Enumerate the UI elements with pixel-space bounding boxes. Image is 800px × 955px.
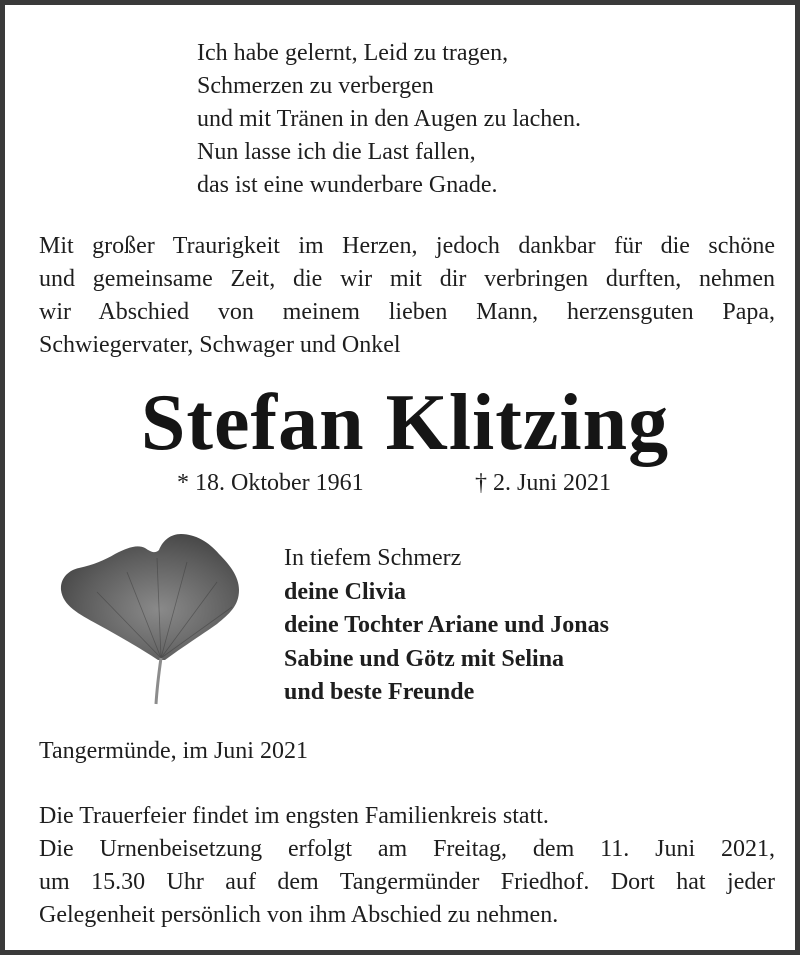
mourner-line: Sabine und Götz mit Selina: [284, 645, 565, 672]
deceased-name: Stefan Klitzing: [140, 379, 670, 467]
intro-line: Schwiegervater, Schwager und Onkel: [39, 332, 401, 358]
intro-line: wir Abschied von meinem lieben Mann, herzensguten Papa,: [39, 299, 775, 325]
mourners: [284, 542, 609, 710]
info-line: um 15.30 Uhr auf dem Tangermünder Friedhof. Dort hat jeder: [39, 869, 775, 895]
death-date: † 2. Juni 2021: [475, 470, 612, 496]
info-line: Die Trauerfeier findet im engsten Familienkreis statt.: [39, 803, 549, 829]
poem: [197, 37, 581, 202]
funeral-info: [39, 800, 775, 932]
info-line: Die Urnenbeisetzung erfolgt am Freitag, dem 11. Juni 2021,: [39, 836, 775, 862]
poem-line: Schmerzen zu verbergen: [197, 73, 434, 99]
poem-line: das ist eine wunderbare Gnade.: [197, 172, 498, 198]
ginkgo-leaf-icon: [57, 532, 243, 710]
poem-line: Ich habe gelernt, Leid zu tragen,: [197, 40, 509, 66]
mourners-intro: In tiefem Schmerz: [284, 545, 462, 571]
birth-date: * 18. Oktober 1961: [177, 470, 364, 496]
intro-text: [39, 230, 775, 362]
poem-line: und mit Tränen in den Augen zu lachen.: [197, 106, 581, 132]
poem-line: Nun lasse ich die Last fallen,: [197, 139, 476, 165]
intro-line: Mit großer Traurigkeit im Herzen, jedoch dankbar für die schöne: [39, 233, 775, 259]
mourner-line: deine Clivia: [284, 578, 407, 605]
intro-line: und gemeinsame Zeit, die wir mit dir verbringen durften, nehmen: [39, 266, 775, 292]
place-date: Tangermünde, im Juni 2021: [39, 738, 308, 764]
mourner-line: deine Tochter Ariane und Jonas: [284, 612, 609, 638]
mourner-line: und beste Freunde: [284, 679, 475, 705]
info-line: Gelegenheit persönlich von ihm Abschied zu nehmen.: [39, 902, 559, 928]
